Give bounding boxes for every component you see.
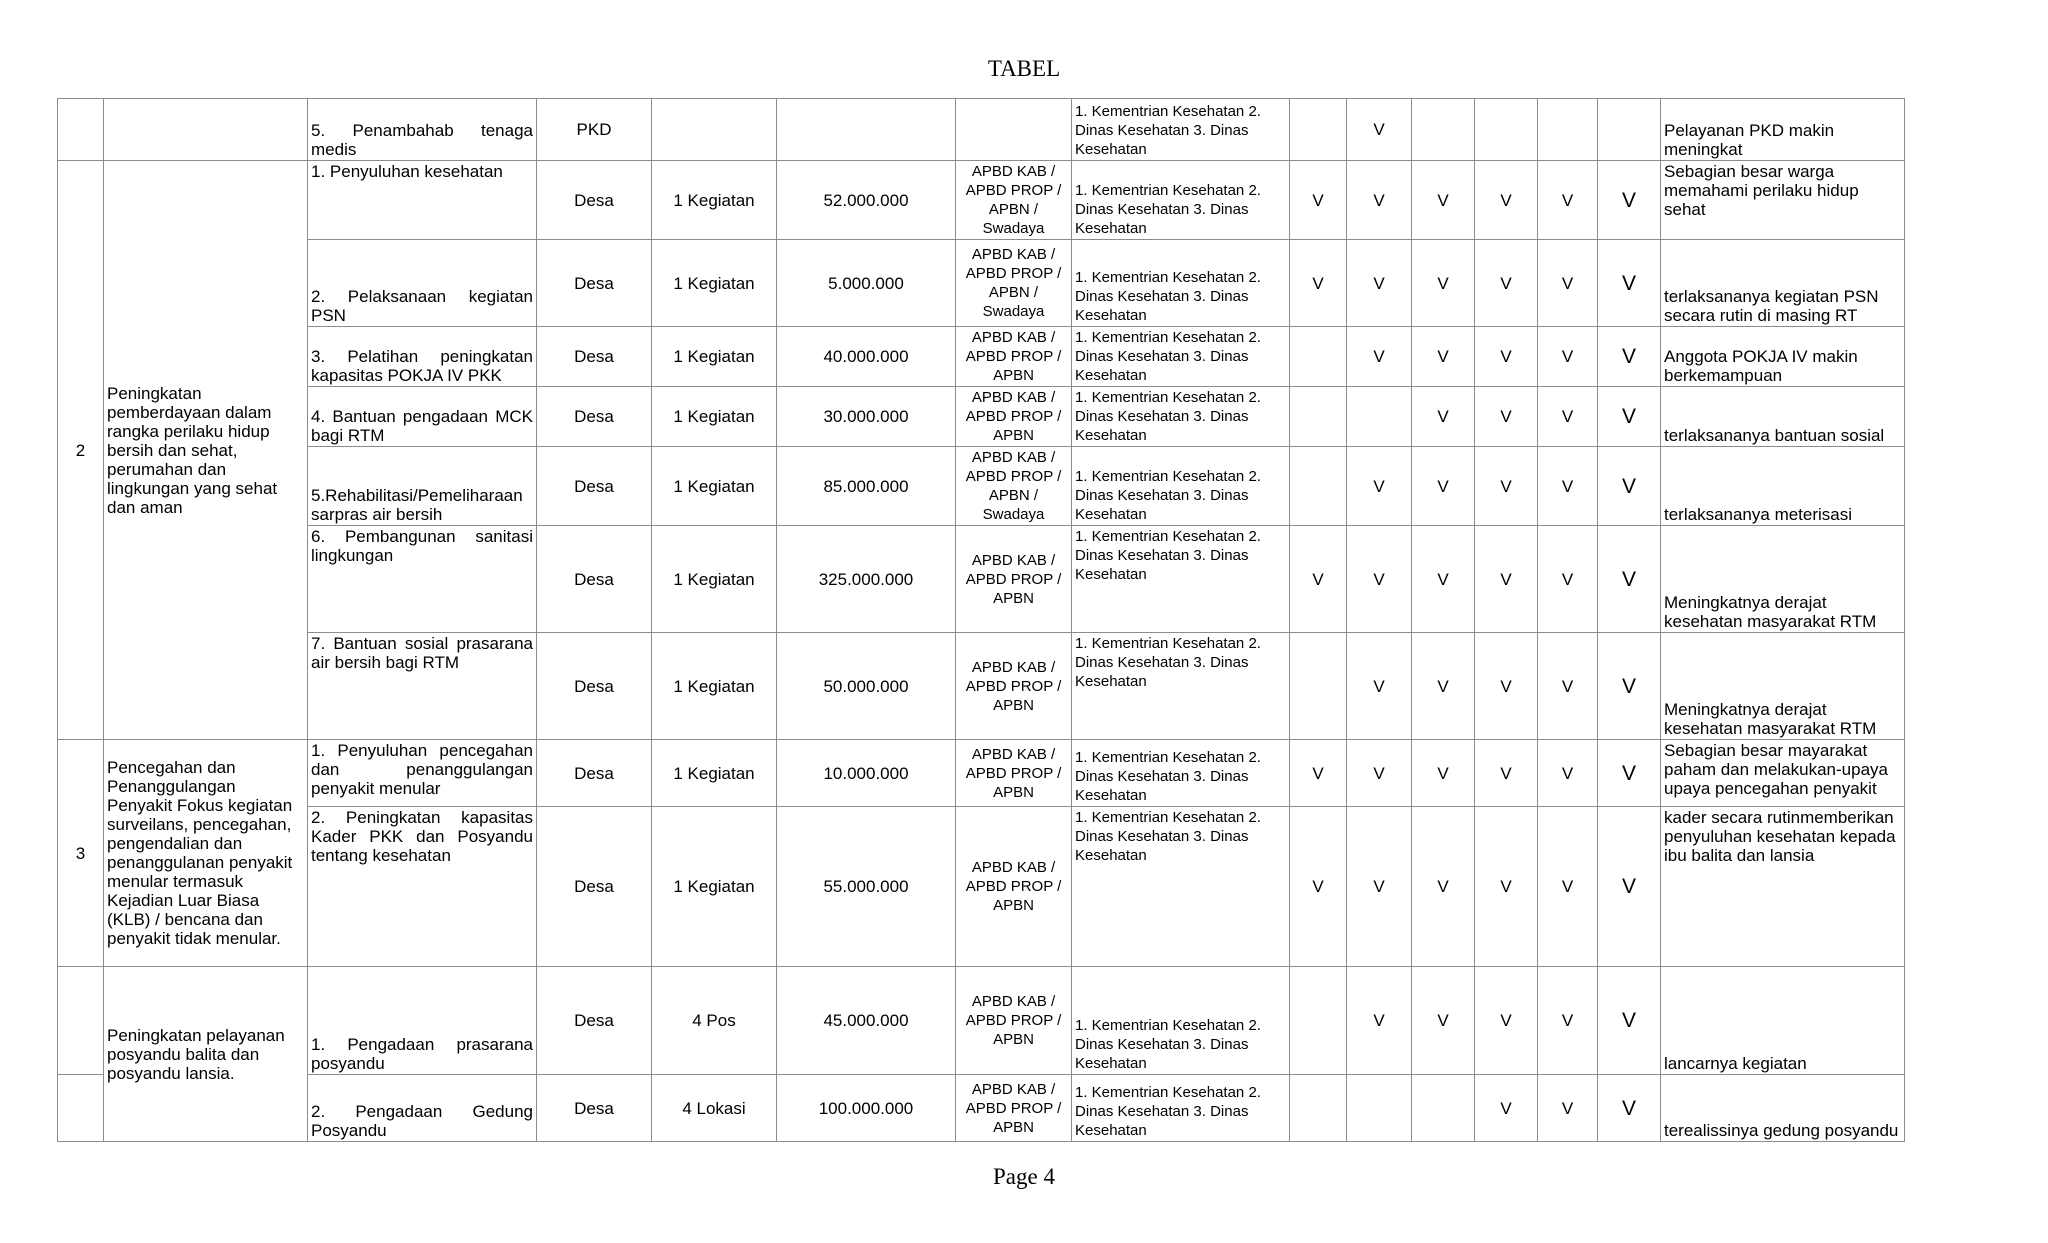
row-number-cell [58, 99, 104, 161]
activity-cell: 4. Bantuan pengadaan MCK bagi RTM [308, 387, 537, 447]
schedule-check-cell: V [1598, 1075, 1661, 1142]
table-row [58, 967, 1905, 1075]
schedule-check-cell: V [1412, 526, 1475, 633]
activity-cell: 1. Pengadaan prasarana posyandu [308, 967, 537, 1075]
budget-cell [777, 99, 956, 161]
table-row [58, 161, 1905, 240]
schedule-check-cell: V [1412, 633, 1475, 740]
schedule-check-cell: V [1412, 967, 1475, 1075]
schedule-check-cell: V [1347, 161, 1412, 240]
schedule-check-cell: V [1475, 526, 1538, 633]
funding-source-cell: APBD KAB / APBD PROP / APBN [956, 1075, 1072, 1142]
location-cell: Desa [537, 740, 652, 807]
activity-cell: 7. Bantuan sosial prasarana air bersih bagi RTM [308, 633, 537, 740]
budget-cell: 50.000.000 [777, 633, 956, 740]
responsible-party-cell: 1. Kementrian Kesehatan 2. Dinas Kesehatan 3. Dinas Kesehatan [1072, 327, 1290, 387]
schedule-check-cell: V [1347, 633, 1412, 740]
program-cell [104, 99, 308, 161]
budget-cell: 325.000.000 [777, 526, 956, 633]
schedule-check-cell: V [1538, 807, 1598, 967]
funding-source-cell: APBD KAB / APBD PROP / APBN / Swadaya [956, 447, 1072, 526]
schedule-check-cell: V [1598, 387, 1661, 447]
activity-cell: 6. Pembangunan sanitasi lingkungan [308, 526, 537, 633]
schedule-check-cell: V [1475, 740, 1538, 807]
responsible-party-cell: 1. Kementrian Kesehatan 2. Dinas Kesehatan 3. Dinas Kesehatan [1072, 967, 1290, 1075]
schedule-check-cell: V [1290, 807, 1347, 967]
expected-result-cell: Pelayanan PKD makin meningkat [1661, 99, 1905, 161]
volume-cell: 4 Lokasi [652, 1075, 777, 1142]
activity-cell: 5. Penambahab tenaga medis [308, 99, 537, 161]
responsible-party-cell: 1. Kementrian Kesehatan 2. Dinas Kesehatan 3. Dinas Kesehatan [1072, 1075, 1290, 1142]
schedule-check-cell: V [1598, 740, 1661, 807]
page-number: Page 4 [993, 1164, 1055, 1189]
location-cell: Desa [537, 967, 652, 1075]
schedule-check-cell: V [1475, 240, 1538, 327]
funding-source-cell: APBD KAB / APBD PROP / APBN [956, 327, 1072, 387]
funding-source-cell: APBD KAB / APBD PROP / APBN [956, 526, 1072, 633]
location-cell: Desa [537, 327, 652, 387]
volume-cell: 1 Kegiatan [652, 161, 777, 240]
activity-cell: 1. Penyuluhan kesehatan [308, 161, 537, 240]
schedule-check-cell: V [1347, 526, 1412, 633]
expected-result-cell: terealissinya gedung posyandu [1661, 1075, 1905, 1142]
schedule-check-cell [1412, 99, 1475, 161]
schedule-check-cell [1290, 387, 1347, 447]
schedule-check-cell: V [1538, 526, 1598, 633]
funding-source-cell: APBD KAB / APBD PROP / APBN [956, 633, 1072, 740]
activity-cell: 2. Pelaksanaan kegiatan PSN [308, 240, 537, 327]
table-row [58, 240, 1905, 327]
schedule-check-cell: V [1290, 240, 1347, 327]
schedule-check-cell: V [1412, 807, 1475, 967]
volume-cell: 4 Pos [652, 967, 777, 1075]
activity-cell: 1. Penyuluhan pencegahan dan penanggulangan penyakit menular [308, 740, 537, 807]
row-number-cell [58, 967, 104, 1075]
schedule-check-cell: V [1538, 327, 1598, 387]
schedule-check-cell [1598, 99, 1661, 161]
activity-cell: 2. Pengadaan Gedung Posyandu [308, 1075, 537, 1142]
row-number-cell [58, 1075, 104, 1142]
funding-source-cell: APBD KAB / APBD PROP / APBN / Swadaya [956, 161, 1072, 240]
schedule-check-cell: V [1475, 387, 1538, 447]
responsible-party-cell: 1. Kementrian Kesehatan 2. Dinas Kesehatan 3. Dinas Kesehatan [1072, 161, 1290, 240]
program-name-cell: Pencegahan dan Penanggulangan Penyakit Fokus kegiatan surveilans, pencegahan, pengendalian dan penanggulanan penyakit menular termasuk Kejadian Luar Biasa (KLB) / bencana dan penyakit tidak menular. [104, 740, 308, 967]
expected-result-cell: lancarnya kegiatan [1661, 967, 1905, 1075]
schedule-check-cell: V [1538, 740, 1598, 807]
table-row [58, 447, 1905, 526]
schedule-check-cell [1290, 99, 1347, 161]
volume-cell: 1 Kegiatan [652, 327, 777, 387]
schedule-check-cell: V [1598, 967, 1661, 1075]
budget-cell: 5.000.000 [777, 240, 956, 327]
schedule-check-cell: V [1538, 1075, 1598, 1142]
volume-cell: 1 Kegiatan [652, 807, 777, 967]
budget-cell: 10.000.000 [777, 740, 956, 807]
schedule-check-cell [1290, 1075, 1347, 1142]
schedule-check-cell [1290, 633, 1347, 740]
table-row [58, 633, 1905, 740]
schedule-check-cell: V [1347, 447, 1412, 526]
location-cell: Desa [537, 1075, 652, 1142]
volume-cell: 1 Kegiatan [652, 240, 777, 327]
budget-cell: 30.000.000 [777, 387, 956, 447]
schedule-check-cell: V [1290, 526, 1347, 633]
funding-source-cell: APBD KAB / APBD PROP / APBN [956, 807, 1072, 967]
schedule-check-cell: V [1347, 240, 1412, 327]
schedule-check-cell: V [1290, 740, 1347, 807]
schedule-check-cell [1475, 99, 1538, 161]
table-row [58, 807, 1905, 967]
funding-source-cell: APBD KAB / APBD PROP / APBN [956, 740, 1072, 807]
schedule-check-cell [1347, 387, 1412, 447]
responsible-party-cell: 1. Kementrian Kesehatan 2. Dinas Kesehatan 3. Dinas Kesehatan [1072, 240, 1290, 327]
budget-cell: 52.000.000 [777, 161, 956, 240]
schedule-check-cell: V [1290, 161, 1347, 240]
expected-result-cell: Anggota POKJA IV makin berkemampuan [1661, 327, 1905, 387]
schedule-check-cell: V [1538, 161, 1598, 240]
program-table [57, 98, 1905, 1142]
schedule-check-cell: V [1347, 740, 1412, 807]
expected-result-cell: Meningkatnya derajat kesehatan masyarakat RTM [1661, 633, 1905, 740]
table-row [58, 526, 1905, 633]
schedule-check-cell: V [1538, 447, 1598, 526]
schedule-check-cell: V [1538, 387, 1598, 447]
table-row [58, 740, 1905, 807]
location-cell: Desa [537, 807, 652, 967]
row-number-cell: 2 [58, 161, 104, 740]
activity-cell: 5.Rehabilitasi/Pemeliharaan sarpras air bersih [308, 447, 537, 526]
schedule-check-cell [1538, 99, 1598, 161]
schedule-check-cell: V [1475, 161, 1538, 240]
schedule-check-cell: V [1412, 387, 1475, 447]
budget-cell: 100.000.000 [777, 1075, 956, 1142]
program-name-cell: Peningkatan pelayanan posyandu balita dan posyandu lansia. [104, 967, 308, 1142]
expected-result-cell: Meningkatnya derajat kesehatan masyarakat RTM [1661, 526, 1905, 633]
location-cell: Desa [537, 526, 652, 633]
schedule-check-cell: V [1538, 240, 1598, 327]
budget-cell: 45.000.000 [777, 967, 956, 1075]
funding-source-cell [956, 99, 1072, 161]
table-row [58, 1075, 1905, 1142]
table-row [58, 327, 1905, 387]
schedule-check-cell: V [1598, 447, 1661, 526]
schedule-check-cell [1347, 1075, 1412, 1142]
schedule-check-cell: V [1475, 447, 1538, 526]
schedule-check-cell: V [1347, 99, 1412, 161]
schedule-check-cell: V [1475, 967, 1538, 1075]
volume-cell: 1 Kegiatan [652, 740, 777, 807]
schedule-check-cell: V [1598, 240, 1661, 327]
responsible-party-cell: 1. Kementrian Kesehatan 2. Dinas Kesehatan 3. Dinas Kesehatan [1072, 807, 1290, 967]
responsible-party-cell: 1. Kementrian Kesehatan 2. Dinas Kesehatan 3. Dinas Kesehatan [1072, 633, 1290, 740]
volume-cell: 1 Kegiatan [652, 387, 777, 447]
schedule-check-cell [1290, 447, 1347, 526]
budget-cell: 40.000.000 [777, 327, 956, 387]
schedule-check-cell: V [1598, 807, 1661, 967]
location-cell: PKD [537, 99, 652, 161]
location-cell: Desa [537, 161, 652, 240]
schedule-check-cell: V [1475, 1075, 1538, 1142]
program-name-cell: Peningkatan pemberdayaan dalam rangka perilaku hidup bersih dan sehat, perumahan dan lingkungan yang sehat dan aman [104, 161, 308, 740]
expected-result-cell: terlaksananya bantuan sosial [1661, 387, 1905, 447]
schedule-check-cell [1412, 1075, 1475, 1142]
volume-cell: 1 Kegiatan [652, 447, 777, 526]
schedule-check-cell: V [1598, 633, 1661, 740]
location-cell: Desa [537, 240, 652, 327]
activity-cell: 2. Peningkatan kapasitas Kader PKK dan Posyandu tentang kesehatan [308, 807, 537, 967]
schedule-check-cell: V [1347, 967, 1412, 1075]
schedule-check-cell: V [1598, 161, 1661, 240]
expected-result-cell: kader secara rutinmemberikan penyuluhan kesehatan kepada ibu balita dan lansia [1661, 807, 1905, 967]
expected-result-cell: Sebagian besar mayarakat paham dan melakukan-upaya upaya pencegahan penyakit [1661, 740, 1905, 807]
responsible-party-cell: 1. Kementrian Kesehatan 2. Dinas Kesehatan 3. Dinas Kesehatan [1072, 99, 1290, 161]
responsible-party-cell: 1. Kementrian Kesehatan 2. Dinas Kesehatan 3. Dinas Kesehatan [1072, 447, 1290, 526]
page-title: TABEL [987, 56, 1061, 81]
volume-cell [652, 99, 777, 161]
budget-cell: 55.000.000 [777, 807, 956, 967]
funding-source-cell: APBD KAB / APBD PROP / APBN / Swadaya [956, 240, 1072, 327]
schedule-check-cell: V [1412, 327, 1475, 387]
volume-cell: 1 Kegiatan [652, 526, 777, 633]
funding-source-cell: APBD KAB / APBD PROP / APBN [956, 387, 1072, 447]
schedule-check-cell: V [1412, 447, 1475, 526]
funding-source-cell: APBD KAB / APBD PROP / APBN [956, 967, 1072, 1075]
schedule-check-cell [1290, 967, 1347, 1075]
schedule-check-cell: V [1598, 526, 1661, 633]
table-row [58, 99, 1905, 161]
schedule-check-cell: V [1475, 807, 1538, 967]
location-cell: Desa [537, 633, 652, 740]
expected-result-cell: Sebagian besar warga memahami perilaku hidup sehat [1661, 161, 1905, 240]
location-cell: Desa [537, 447, 652, 526]
schedule-check-cell: V [1412, 161, 1475, 240]
schedule-check-cell: V [1412, 240, 1475, 327]
schedule-check-cell: V [1412, 740, 1475, 807]
responsible-party-cell: 1. Kementrian Kesehatan 2. Dinas Kesehatan 3. Dinas Kesehatan [1072, 526, 1290, 633]
schedule-check-cell: V [1475, 633, 1538, 740]
schedule-check-cell: V [1598, 327, 1661, 387]
schedule-check-cell [1290, 327, 1347, 387]
row-number-cell: 3 [58, 740, 104, 967]
location-cell: Desa [537, 387, 652, 447]
expected-result-cell: terlaksananya meterisasi [1661, 447, 1905, 526]
schedule-check-cell: V [1347, 807, 1412, 967]
expected-result-cell: terlaksananya kegiatan PSN secara rutin di masing RT [1661, 240, 1905, 327]
schedule-check-cell: V [1538, 633, 1598, 740]
responsible-party-cell: 1. Kementrian Kesehatan 2. Dinas Kesehatan 3. Dinas Kesehatan [1072, 387, 1290, 447]
table-row [58, 387, 1905, 447]
responsible-party-cell: 1. Kementrian Kesehatan 2. Dinas Kesehatan 3. Dinas Kesehatan [1072, 740, 1290, 807]
schedule-check-cell: V [1347, 327, 1412, 387]
schedule-check-cell: V [1475, 327, 1538, 387]
activity-cell: 3. Pelatihan peningkatan kapasitas POKJA IV PKK [308, 327, 537, 387]
volume-cell: 1 Kegiatan [652, 633, 777, 740]
budget-cell: 85.000.000 [777, 447, 956, 526]
schedule-check-cell: V [1538, 967, 1598, 1075]
